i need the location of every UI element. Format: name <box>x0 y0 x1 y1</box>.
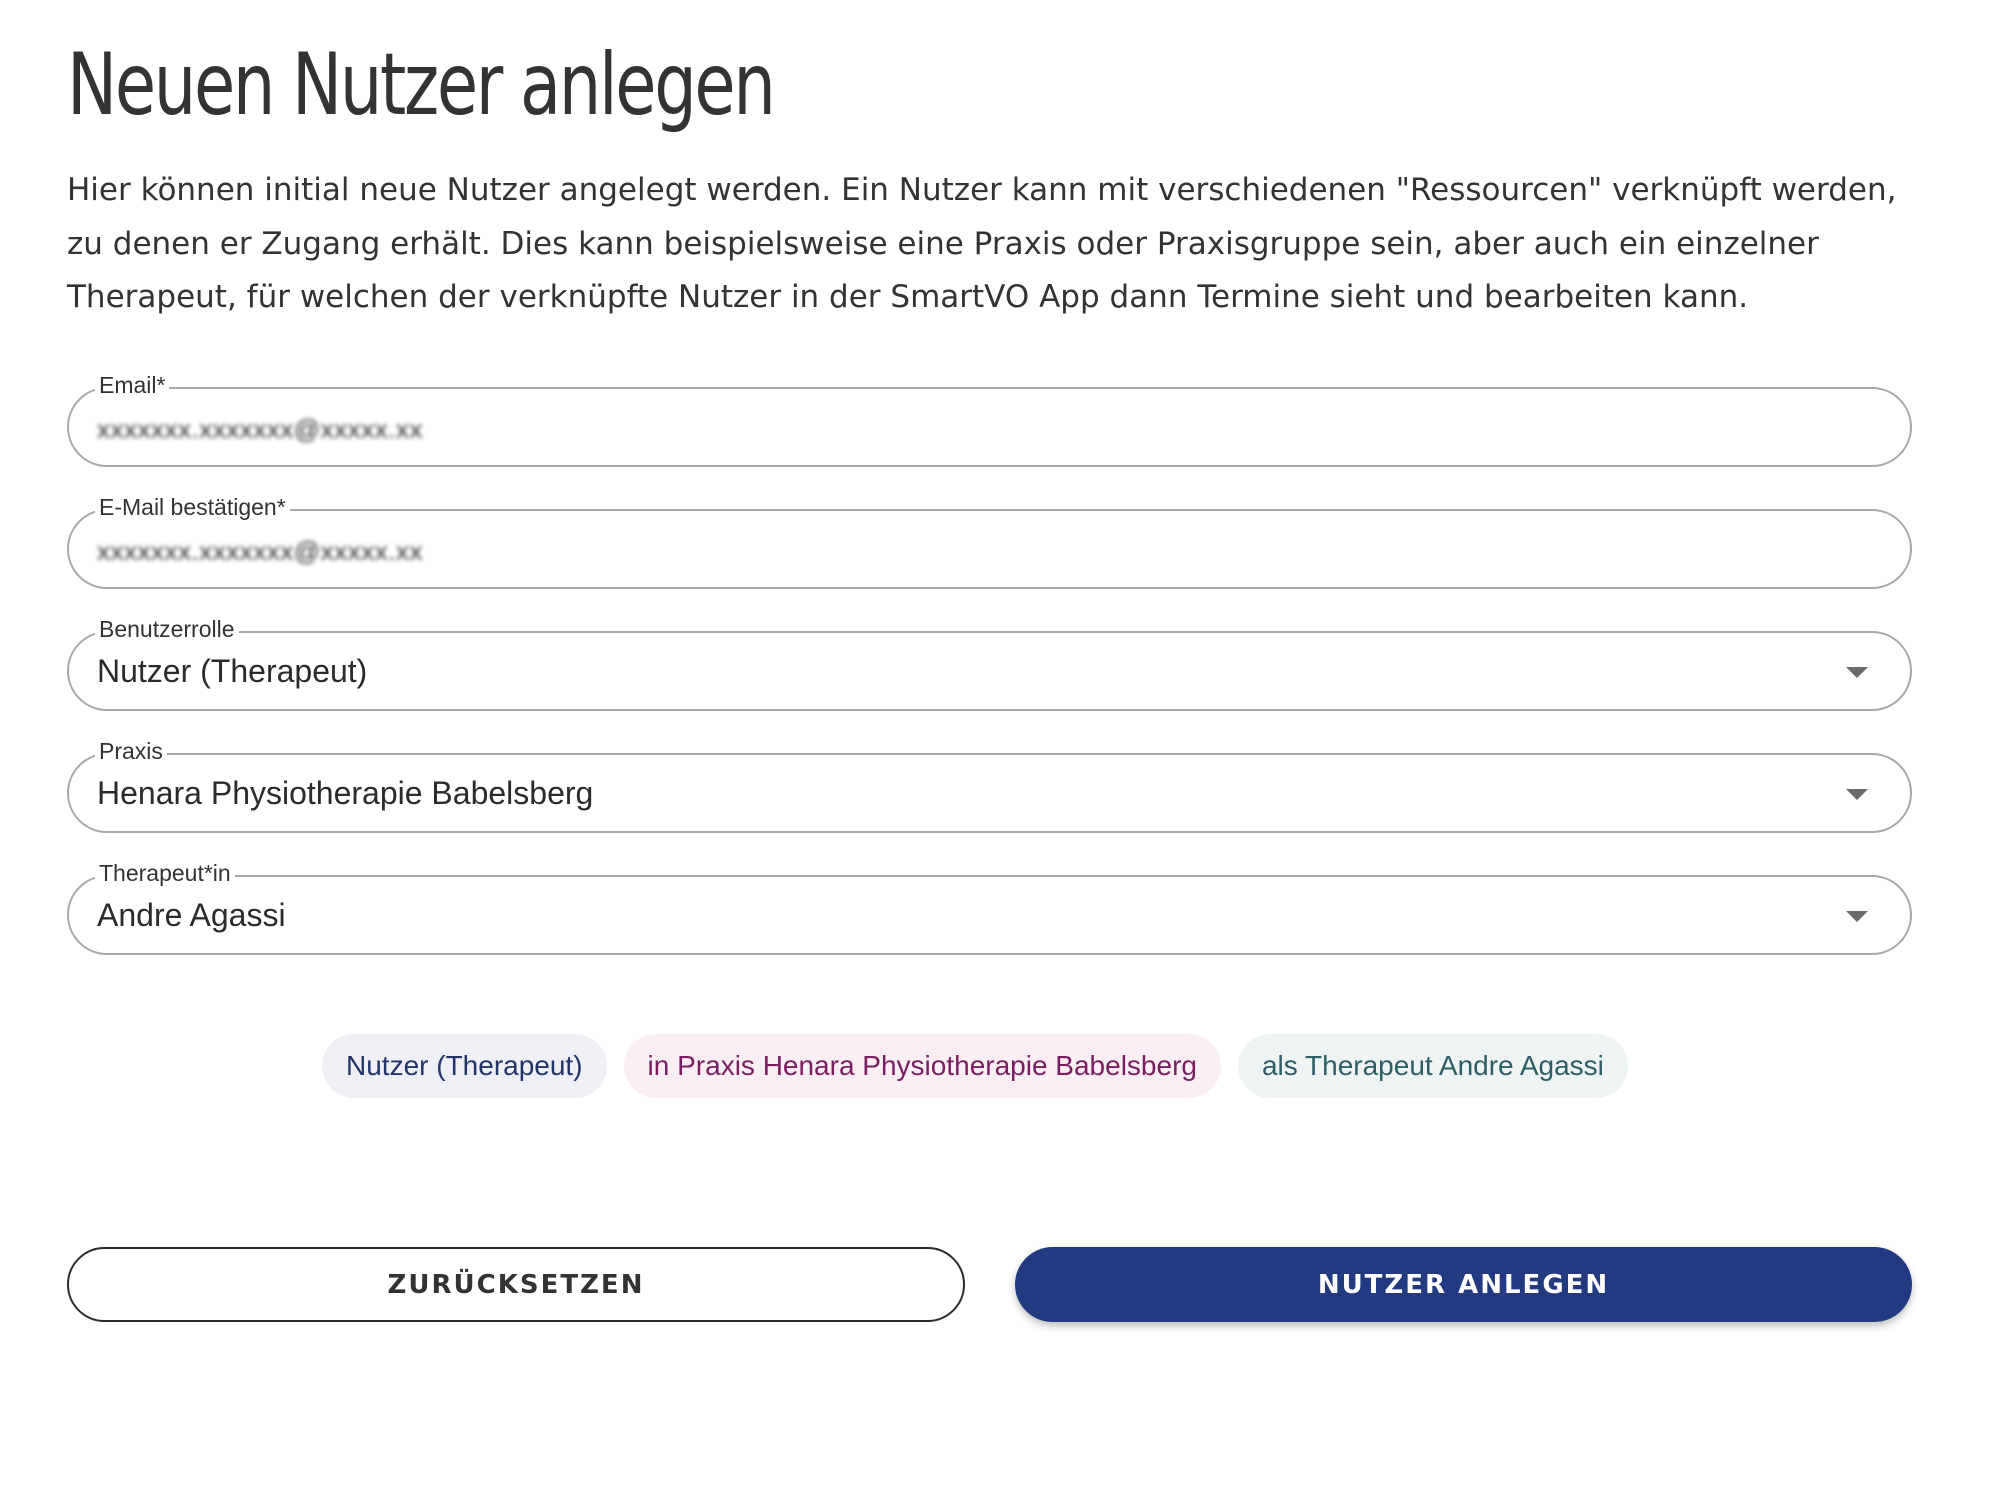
therapist-chip: als Therapeut Andre Agassi <box>1238 1034 1628 1098</box>
email-value: xxxxxxx.xxxxxxx@xxxxx.xx <box>97 414 423 444</box>
practice-value: Henara Physiotherapie Babelsberg <box>97 775 594 811</box>
email-confirm-field[interactable] <box>67 494 1912 589</box>
practice-label: Praxis <box>95 736 167 766</box>
chevron-down-icon[interactable] <box>1846 667 1868 678</box>
therapist-label: Therapeut*in <box>95 858 235 888</box>
create-user-button[interactable]: NUTZER ANLEGEN <box>1015 1247 1912 1322</box>
therapist-value: Andre Agassi <box>97 897 286 933</box>
chevron-down-icon[interactable] <box>1846 789 1868 800</box>
therapist-select[interactable] <box>67 860 1912 955</box>
reset-button[interactable]: ZURÜCKSETZEN <box>67 1247 965 1322</box>
role-label: Benutzerrolle <box>95 614 239 644</box>
role-select[interactable] <box>67 616 1912 711</box>
email-field[interactable] <box>67 372 1912 467</box>
page-title: Neuen Nutzer anlegen <box>67 35 774 135</box>
practice-select[interactable] <box>67 738 1912 833</box>
email-confirm-label: E-Mail bestätigen* <box>95 492 290 522</box>
intro-text: Hier können initial neue Nutzer angelegt werden. Ein Nutzer kann mit verschiedenen "Ressourcen" verknüpft werden, zu denen er Zugang erhält. Dies kann beispielsweise eine Praxis oder Praxisgruppe sein, aber auch ein einzelner Therapeut, für welchen der verknüpfte Nutzer in der SmartVO App dann Termine sieht und bearbeiten kann. <box>67 172 1897 315</box>
role-value: Nutzer (Therapeut) <box>97 653 368 689</box>
email-label: Email* <box>95 370 169 400</box>
chevron-down-icon[interactable] <box>1846 911 1868 922</box>
summary-chips <box>322 1034 1628 1098</box>
role-chip: Nutzer (Therapeut) <box>322 1034 607 1098</box>
email-confirm-value: xxxxxxx.xxxxxxx@xxxxx.xx <box>97 536 423 566</box>
practice-chip: in Praxis Henara Physiotherapie Babelsberg <box>624 1034 1221 1098</box>
